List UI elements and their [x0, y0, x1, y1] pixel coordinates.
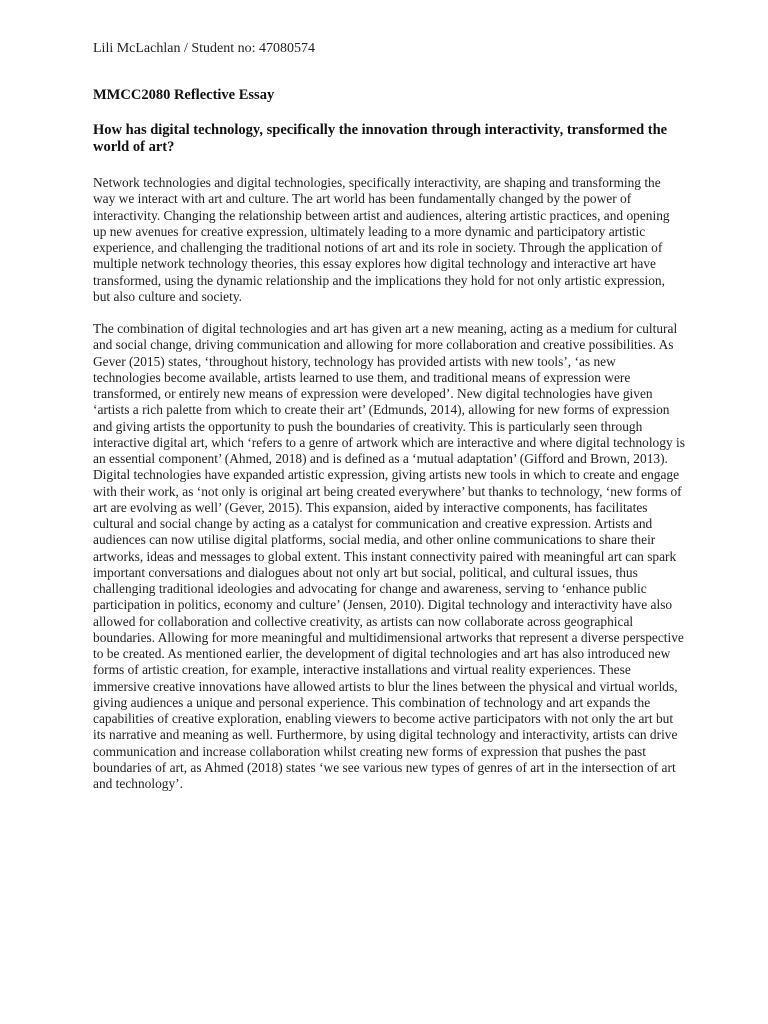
author-header: Lili McLachlan / Student no: 47080574: [93, 41, 316, 56]
course-title: MMCC2080 Reflective Essay: [93, 87, 275, 103]
paragraph-intro: Network technologies and digital technologies, specifically interactivity, are shaping and transforming the way we interact with art and culture. The art world has been fundamentally changed by the power of interactivity. Changing the relationship between artist and audiences, altering artistic practices, and opening up new avenues for creative expression, ultimately leading to a more dynamic and participatory artistic experience, and challenging the traditional notions of art and its role in society. Through the application of multiple network technology theories, this essay explores how digital technology and interactive art have transformed, using the dynamic relationship and the implications they hold for not only artistic expression, but also culture and society.: [93, 175, 670, 304]
document-page: [93, 40, 685, 808]
essay-question: How has digital technology, specifically the innovation through interactivity, transformed the world of art?: [93, 122, 668, 155]
paragraph-body: The combination of digital technologies and art has given art a new meaning, acting as a medium for cultural and social change, driving communication and allowing for more collaboration and creative possibilities. As Gever (2015) states, ‘throughout history, technology has provided artists with new tools’, ‘as new technologies become available, artists learned to use them, and traditional means of expression were transformed, or entirely new means of expression were developed’. New digital technologies have given ‘artists a rich palette from which to create their art’ (Edmunds, 2014), allowing for new forms of expression and giving artists the opportunity to push the boundaries of creativity. This is particularly seen through interactive digital art, which ‘refers to a genre of artwork which are interactive and where digital technology is an essential component’ (Ahmed, 2018) and is defined as a ‘mutual adaptation’ (Gifford and Brown, 2013). Digital technologies have expanded artistic expression, giving artists new tools in which to create and engage with their work, as ‘not only is original art being created everywhere’ but thanks to technology, ‘new forms of art are evolving as well’ (Gever, 2015). This expansion, aided by interactive components, has facilitates cultural and social change by acting as a catalyst for communication and creative expression. Artists and audiences can now utilise digital platforms, social media, and other online communications to share their artworks, ideas and messages to global extent. This instant connectivity paired with meaningful art can spark important conversations and dialogues about not only art but social, political, and cultural issues, thus challenging traditional ideologies and advocating for change and awareness, serving to ‘enhance public participation in politics, economy and culture’ (Jensen, 2010). Digital technology and interactivity have also allowed for collaboration and collective creativity, as artists can now collaborate across geographical boundaries. Allowing for more meaningful and multidimensional artworks that represent a diverse perspective to be created. As mentioned earlier, the development of digital technologies and art has also introduced new forms of artistic creation, for example, interactive installations and virtual reality experiences. These immersive creative innovations have allowed artists to blur the lines between the physical and virtual worlds, giving audiences a unique and personal experience. This combination of technology and art expands the capabilities of creative exploration, enabling viewers to become active participators with not only the art but its narrative and meaning as well. Furthermore, by using digital technology and interactivity, artists can drive communication and increase collaboration whilst creating new forms of expression that pushes the past boundaries of art, as Ahmed (2018) states ‘we see various new types of genres of art in the intersection of art and technology’.: [93, 321, 685, 791]
